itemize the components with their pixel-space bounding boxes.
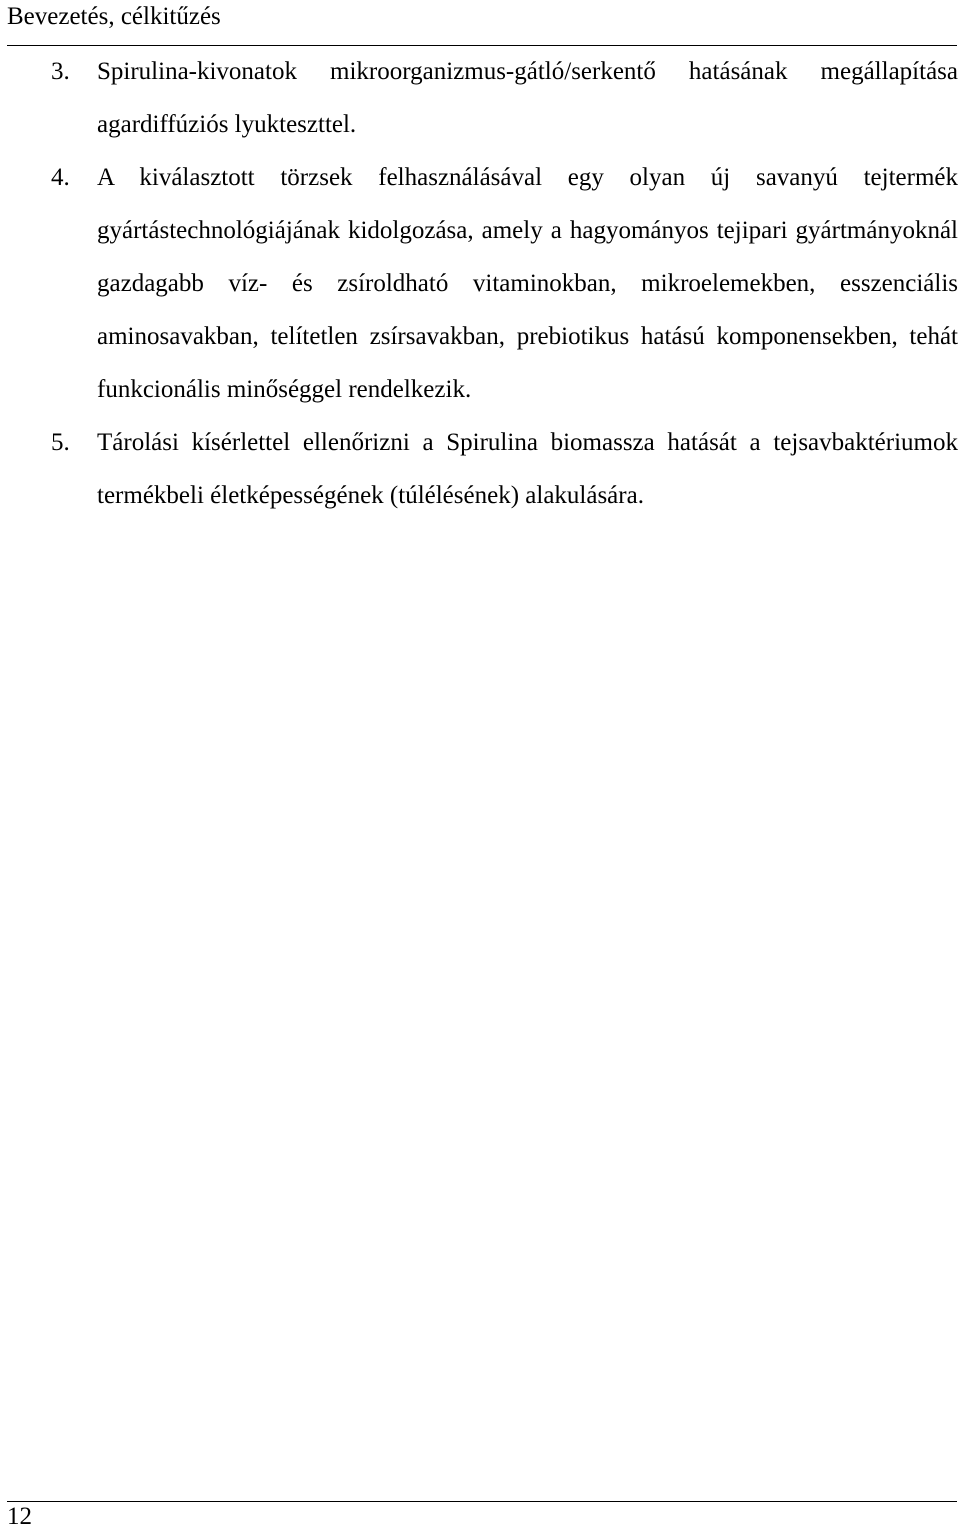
footer-divider — [7, 1501, 957, 1502]
list-item — [0, 416, 960, 522]
list-item — [0, 151, 960, 416]
page-number: 12 — [7, 1503, 32, 1530]
list-item-number: 3. — [51, 58, 70, 85]
list-item-number: 5. — [51, 429, 70, 456]
running-header: Bevezetés, célkitűzés — [7, 3, 221, 30]
list-item — [0, 45, 960, 151]
list-item-number: 4. — [51, 164, 70, 191]
list-item-text: A kiválasztott törzsek felhasználásával egy olyan új savanyú tejtermék gyártástechnológiájának kidolgozása, amely a hagyományos tejipari gyártmányoknál gazdagabb víz- és zsíroldható vitaminokban, mikroelemekben, esszenciális aminosavakban, telítetlen zsírsavakban, prebiotikus hatású komponensekben, tehát funkcionális minőséggel rendelkezik. — [97, 164, 958, 403]
objectives-list — [0, 45, 960, 522]
list-item-text: Tárolási kísérlettel ellenőrizni a Spirulina biomassza hatását a tejsavbaktériumok termékbeli életképességének (túlélésének) alakulására. — [97, 429, 958, 509]
list-item-text: Spirulina-kivonatok mikroorganizmus-gátló/serkentő hatásának megállapítása agardiffúziós lyukteszttel. — [97, 58, 958, 138]
